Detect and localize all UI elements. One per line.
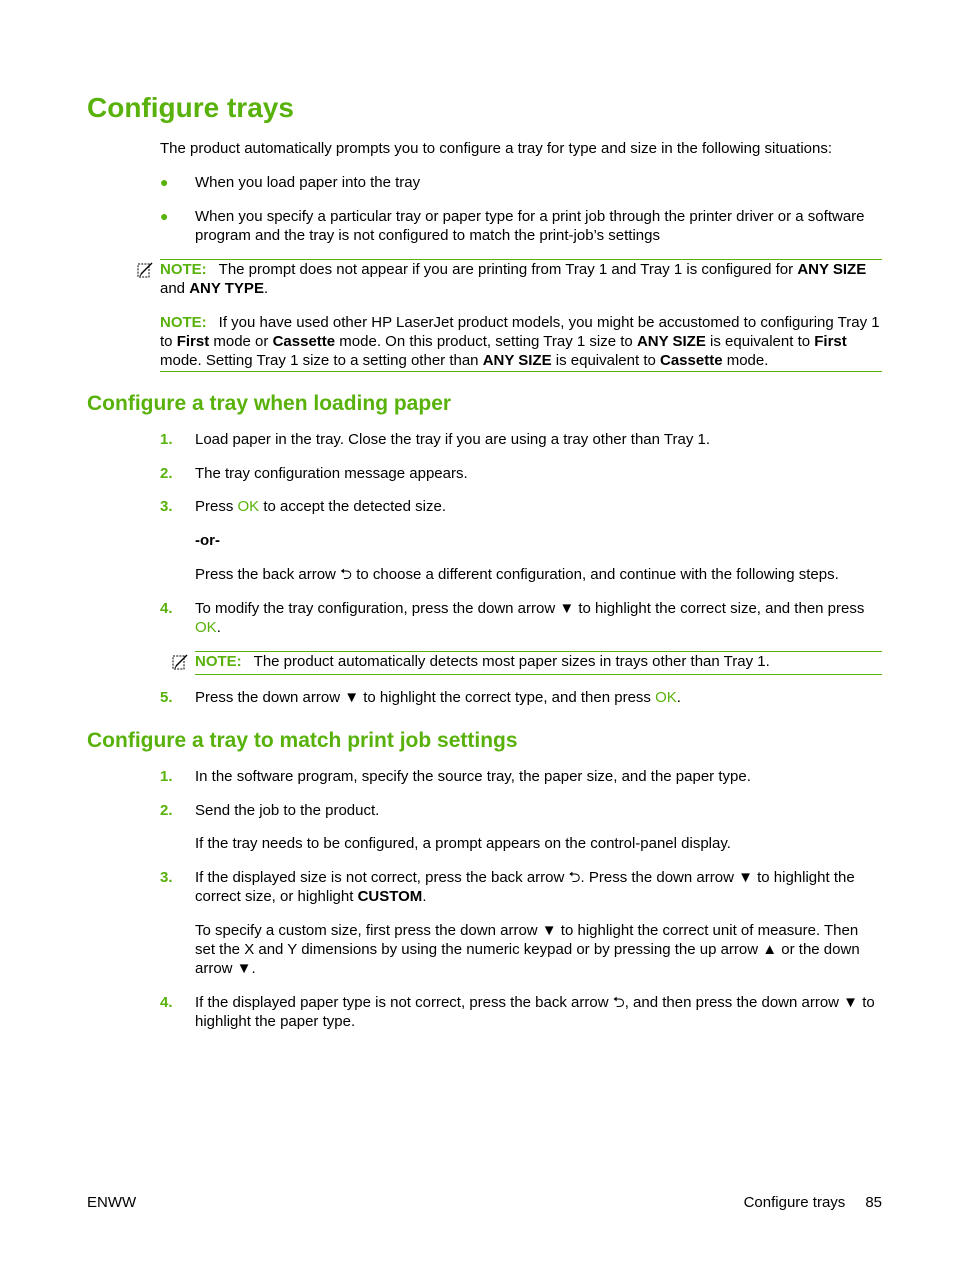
ok-button-ref: OK	[237, 498, 260, 515]
step-subtext: If the tray needs to be configured, a prompt appears on the control-panel display.	[195, 835, 731, 852]
note-text: The prompt does not appear if you are printing from Tray 1 and Tray 1 is configured for	[218, 261, 798, 278]
note-paragraph	[195, 652, 882, 671]
note-term: ANY SIZE	[482, 352, 552, 369]
ok-button-ref: OK	[195, 619, 217, 636]
note-term: Cassette	[660, 352, 723, 369]
note-term: First	[814, 333, 847, 350]
step-text: Press OK to accept the detected size.	[195, 498, 446, 515]
step-number: 2.	[160, 465, 173, 482]
note-text: mode or	[209, 333, 273, 350]
section-heading: Configure a tray when loading paper	[87, 392, 452, 415]
note-icon	[136, 261, 154, 279]
bullet-text: When you specify a particular tray or paper type for a print job through the printer driver or a software program and the tray is not configured to match the print-job’s settings	[195, 208, 865, 244]
note-term: ANY SIZE	[636, 333, 706, 350]
step-subtext: Press the back arrow ⮌ to choose a different configuration, and continue with the following steps.	[195, 566, 839, 583]
step-text: If the displayed paper type is not correct, press the back arrow ⮌, and then press the down arrow ▼ to highlight the paper type.	[195, 994, 875, 1030]
note-term: First	[176, 333, 210, 350]
footer-right	[744, 1193, 882, 1212]
step-text: Send the job to the product.	[195, 802, 380, 819]
step-number: 1.	[160, 768, 173, 785]
page-number: 85	[865, 1194, 882, 1211]
step-item	[160, 993, 882, 1033]
note-text: mode. Setting Tray 1 size to a setting other than	[160, 352, 483, 369]
step-number: 1.	[160, 431, 173, 448]
note-term: ANY SIZE	[797, 261, 867, 278]
step-number: 3.	[160, 869, 173, 886]
bullet-icon: ●	[160, 174, 169, 190]
note-text: .	[263, 280, 269, 297]
ok-button-ref: OK	[655, 689, 677, 706]
step-number: 5.	[160, 689, 173, 706]
note-term: Cassette	[272, 333, 336, 350]
note-text: is equivalent to	[705, 333, 815, 350]
note-text: mode.	[722, 352, 769, 369]
note-text: and	[160, 280, 190, 297]
step-text: In the software program, specify the source tray, the paper size, and the paper type.	[195, 768, 751, 785]
step-text: The tray configuration message appears.	[195, 465, 468, 482]
note-text: mode. On this product, setting Tray 1 size to	[335, 333, 637, 350]
page-title: Configure trays	[87, 92, 294, 123]
note-label: NOTE:	[160, 314, 207, 331]
bullet-text: When you load paper into the tray	[195, 174, 421, 191]
note-icon	[171, 653, 189, 671]
step-number: 4.	[160, 994, 173, 1011]
list-item	[160, 207, 882, 247]
step-number: 3.	[160, 498, 173, 515]
note-label: NOTE:	[195, 653, 242, 670]
note-label: NOTE:	[160, 261, 207, 278]
note-text: If you have used other HP LaserJet product models, you might be accustomed to configuring Tray 1 to	[160, 314, 880, 350]
note-paragraph	[160, 313, 882, 370]
step-item	[160, 599, 882, 639]
step-number: 4.	[160, 600, 173, 617]
step-text: To modify the tray configuration, press the down arrow ▼ to highlight the correct size, and then press OK.	[195, 600, 865, 636]
section-heading: Configure a tray to match print job settings	[87, 729, 518, 752]
intro-paragraph: The product automatically prompts you to configure a tray for type and size in the following situations:	[160, 140, 833, 157]
step-text: If the displayed size is not correct, press the back arrow ⮌. Press the down arrow ▼ to highlight the correct size, or highlight CUSTOM.	[195, 869, 855, 905]
note-text: The product automatically detects most paper sizes in trays other than Tray 1.	[253, 653, 770, 670]
footer-section: Configure trays	[743, 1194, 846, 1211]
or-separator: -or-	[195, 532, 220, 549]
step-item	[160, 868, 882, 908]
step-number: 2.	[160, 802, 173, 819]
step-text: Load paper in the tray. Close the tray if you are using a tray other than Tray 1.	[195, 431, 711, 448]
note-text: is equivalent to	[551, 352, 660, 369]
note-term: ANY TYPE	[189, 280, 264, 297]
footer-left: ENWW	[87, 1194, 137, 1211]
note-paragraph	[160, 260, 882, 298]
step-subtext: To specify a custom size, first press the down arrow ▼ to highlight the correct unit of measure. Then set the X and Y dimensions by using the numeric keypad or by pressing the up arrow ▲ or the down arrow ▼.	[195, 922, 860, 977]
bullet-icon: ●	[160, 208, 169, 224]
step-text: Press the down arrow ▼ to highlight the correct type, and then press OK.	[195, 689, 681, 706]
